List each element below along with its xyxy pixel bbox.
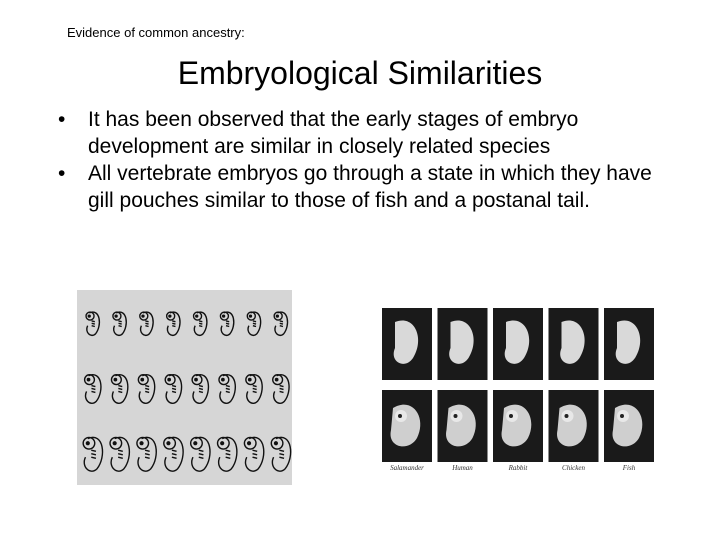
embryo-drawing — [138, 375, 154, 404]
embryo-photos-figure — [382, 308, 654, 474]
species-label: Salamander — [390, 464, 424, 472]
species-label: Rabbit — [508, 464, 528, 472]
embryo-drawing — [271, 437, 290, 471]
species-label: Human — [452, 464, 473, 472]
embryo-drawing — [244, 437, 263, 471]
embryo-drawing — [218, 437, 237, 471]
embryo-drawings-image — [77, 290, 292, 485]
embryo-photo-tile — [382, 390, 432, 462]
bullet-marker: • — [58, 162, 66, 185]
embryo-drawing — [111, 375, 127, 404]
embryo-photo-tile — [438, 308, 488, 380]
bullet-item-1 — [58, 106, 668, 160]
embryo-photo-tile — [549, 308, 599, 380]
embryo-drawing — [273, 375, 289, 404]
embryo-drawing — [247, 312, 260, 335]
slide-title: Embryological Similarities — [177, 55, 543, 91]
embryo-drawing — [86, 312, 99, 335]
embryo-photos-image — [382, 308, 654, 474]
species-label: Chicken — [562, 464, 585, 472]
embryo-drawing — [192, 375, 208, 404]
embryo-photo-tile — [549, 390, 599, 462]
embryo-drawing — [220, 312, 233, 335]
embryo-photo-tile — [604, 308, 654, 380]
embryo-photo-tile — [382, 308, 432, 380]
embryo-drawings-figure — [77, 290, 292, 485]
embryo-photo-tile — [493, 390, 543, 462]
embryo-drawing — [137, 437, 156, 471]
embryo-photo-tile — [493, 308, 543, 380]
embryo-photo-tile — [604, 390, 654, 462]
embryo-drawing — [165, 375, 181, 404]
embryo-drawing — [219, 375, 235, 404]
bullet-list — [58, 106, 668, 214]
embryo-drawing — [164, 437, 183, 471]
bullet-text-2: All vertebrate embryos go through a state in which they have gill pouches similar to those of fish and a postanal tail. — [88, 162, 652, 212]
embryo-drawing — [191, 437, 210, 471]
embryo-drawing — [110, 437, 129, 471]
slide-kicker: Evidence of common ancestry: — [67, 25, 245, 40]
embryo-drawing — [167, 312, 180, 335]
bullet-marker: • — [58, 108, 66, 131]
embryo-drawing — [194, 312, 207, 335]
bullet-text-1: It has been observed that the early stages of embryo development are similar in closely related species — [88, 108, 579, 158]
embryo-drawing — [140, 312, 153, 335]
embryo-drawing — [83, 437, 102, 471]
embryo-drawing — [85, 375, 101, 404]
bullet-item-2 — [58, 160, 668, 214]
embryo-drawing — [246, 375, 262, 404]
species-label: Fish — [622, 464, 636, 472]
embryo-photo-tile — [438, 390, 488, 462]
embryo-drawing — [274, 312, 287, 335]
embryo-drawing — [113, 312, 126, 335]
